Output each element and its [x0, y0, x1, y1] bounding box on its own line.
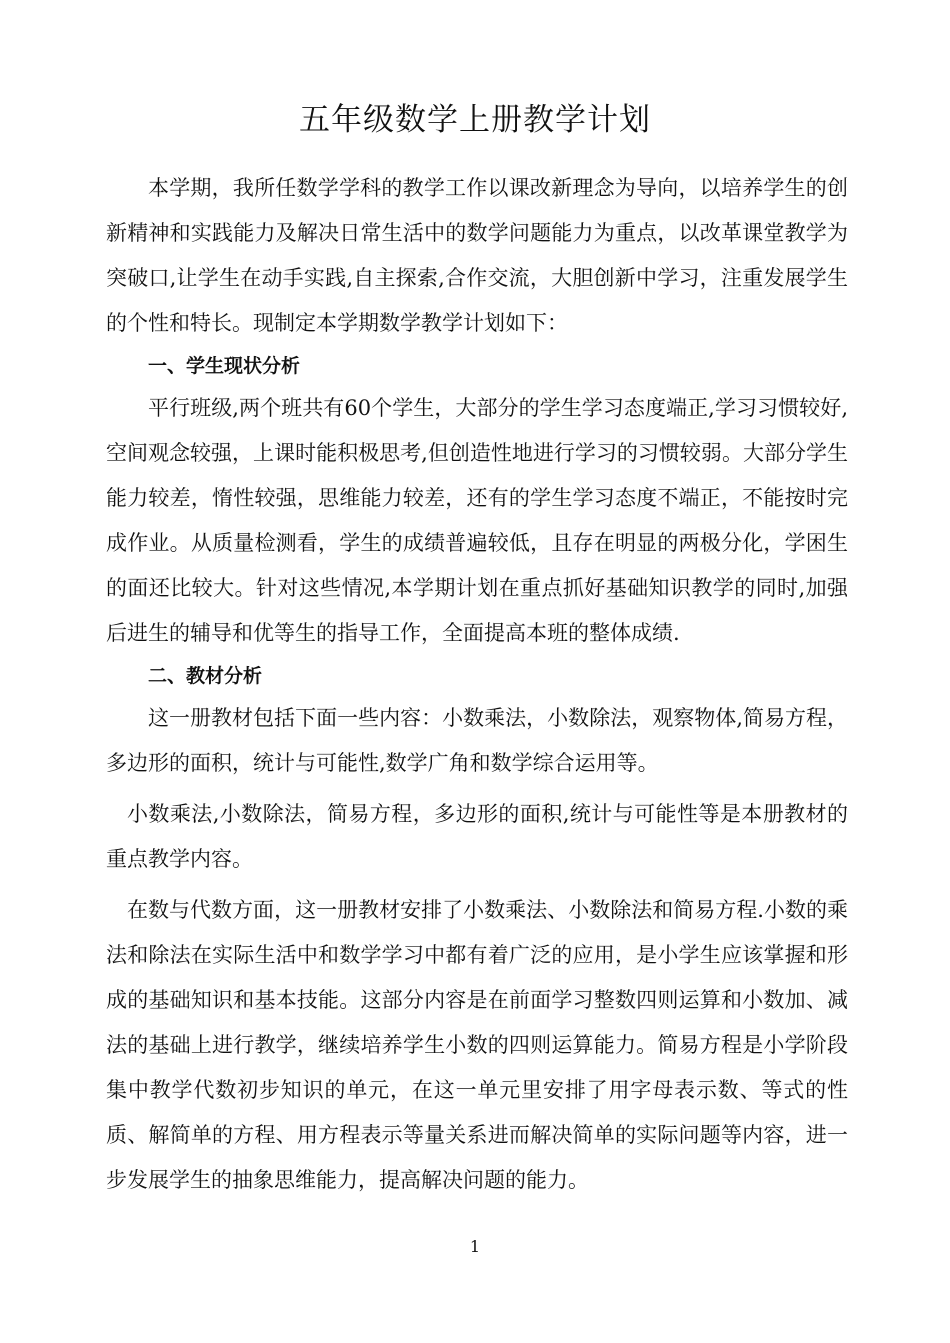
student-analysis-paragraph: 平行班级,两个班共有60个学生，大部分的学生学习态度端正,学习习惯较好,空间观念较强，上课时能积极思考,但创造性地进行学习的习惯较弱。大部分学生能力较差，惰性较强，思维能力较差，还有的学生学习态度不端正，不能按时完成作业。从质量检测看，学生的成绩普遍较低，且存在明显的两极分化，学困生的面还比较大。针对这些情况,本学期计划在重点抓好基础知识教学的同时,加强后进生的辅导和优等生的指导工作，全面提高本班的整体成绩.: [106, 396, 848, 645]
document-title: 五年级数学上册教学计划: [299, 102, 651, 138]
numbers-algebra-paragraph: 在数与代数方面，这一册教材安排了小数乘法、小数除法和简易方程.小数的乘法和除法在实际生活中和数学学习中都有着广泛的应用，是小学生应该掌握和形成的基础知识和基本技能。这部分内容是在前面学习整数四则运算和小数加、减法的基础上进行教学，继续培养学生小数的四则运算能力。简易方程是小学阶段集中教学代数初步知识的单元，在这一单元里安排了用字母表示数、等式的性质、解简单的方程、用方程表示等量关系进而解决简单的实际问题等内容，进一步发展学生的抽象思维能力，提高解决问题的能力。: [106, 898, 848, 1192]
textbook-contents-paragraph: 这一册教材包括下面一些内容：小数乘法，小数除法，观察物体,简易方程，多边形的面积，统计与可能性,数学广角和数学综合运用等。: [106, 706, 848, 775]
page-number: 1: [469, 1237, 481, 1256]
intro-paragraph: 本学期，我所任数学学科的教学工作以课改新理念为导向，以培养学生的创新精神和实践能力及解决日常生活中的数学问题能力为重点，以改革课堂教学为突破口,让学生在动手实践,自主探索,合作交流，大胆创新中学习，注重发展学生的个性和特长。现制定本学期数学教学计划如下：: [106, 176, 848, 335]
section-heading-student-analysis: 一、学生现状分析: [148, 355, 301, 377]
section-heading-textbook-analysis: 二、教材分析: [148, 665, 263, 687]
textbook-key-content-paragraph: 小数乘法,小数除法，简易方程，多边形的面积,统计与可能性等是本册教材的重点教学内容。: [106, 802, 848, 871]
document-body: [106, 166, 848, 1203]
